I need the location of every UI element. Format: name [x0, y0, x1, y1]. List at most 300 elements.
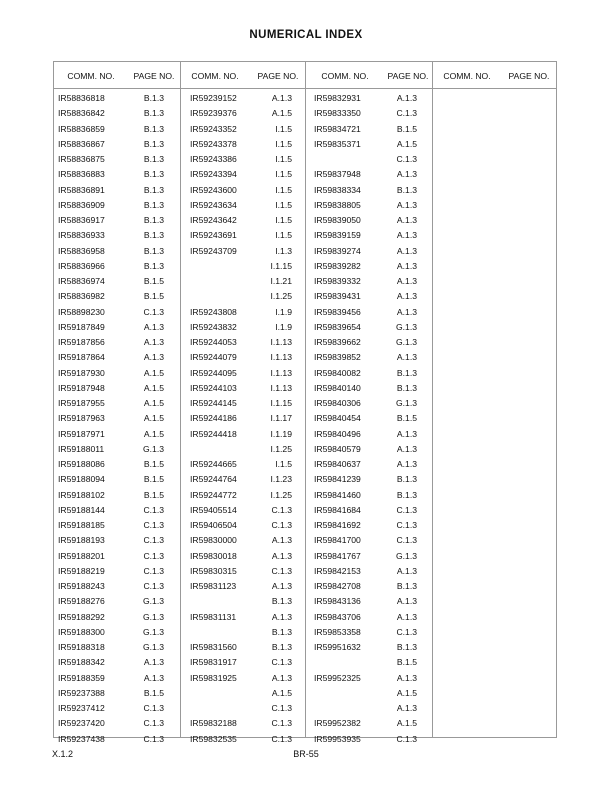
- index-row: [314, 533, 429, 548]
- comm-no: IR59244103: [190, 382, 237, 393]
- index-row: [190, 488, 302, 503]
- comm-no: IR59188011: [58, 443, 105, 454]
- index-row: [314, 106, 429, 121]
- index-row: [314, 549, 429, 564]
- index-row: [190, 594, 302, 609]
- page-no: C.1.3: [271, 520, 292, 530]
- comm-no: IR59237420: [58, 718, 105, 729]
- comm-no: IR59842153: [314, 565, 361, 576]
- index-row: [58, 274, 178, 289]
- index-row: [314, 488, 429, 503]
- comm-no: IR59188292: [58, 611, 105, 622]
- index-column-3: [314, 91, 429, 747]
- index-row: [190, 549, 302, 564]
- index-row: [314, 503, 429, 518]
- index-row: [58, 213, 178, 228]
- page-no: C.1.3: [271, 504, 292, 515]
- page-no: B.1.3: [143, 260, 164, 271]
- index-row: [190, 167, 302, 182]
- page-no: A.1.3: [396, 260, 417, 271]
- index-row: [190, 472, 302, 487]
- column-divider: [305, 61, 306, 738]
- page-no: B.1.3: [143, 215, 164, 225]
- comm-no: IR59840306: [314, 398, 361, 408]
- index-row: [314, 732, 429, 747]
- comm-no: IR58836933: [58, 230, 105, 241]
- comm-no: IR59188193: [58, 535, 105, 546]
- index-row: [190, 671, 302, 686]
- index-row: [314, 335, 429, 350]
- page-no: A.1.3: [396, 276, 417, 286]
- comm-no: IR58836974: [58, 276, 105, 286]
- index-row: [58, 671, 178, 686]
- page-no: A.1.5: [143, 382, 164, 393]
- index-row: [314, 213, 429, 228]
- header-page-no-4: PAGE NO.: [508, 71, 550, 81]
- index-row: [58, 122, 178, 137]
- page-no: C.1.3: [143, 718, 164, 729]
- index-row: [58, 518, 178, 533]
- page-no: C.1.3: [271, 718, 292, 729]
- index-row: [58, 381, 178, 396]
- index-row: [314, 228, 429, 243]
- index-row: [58, 137, 178, 152]
- comm-no: IR59187963: [58, 413, 105, 424]
- page-no: C.1.3: [143, 581, 164, 591]
- index-row: [314, 625, 429, 640]
- comm-no: IR59853358: [314, 626, 361, 637]
- page-no: A.1.5: [143, 428, 164, 439]
- page-no: I.1.5: [275, 154, 292, 164]
- page-no: I.1.15: [270, 398, 292, 408]
- comm-no: IR59244095: [190, 367, 237, 378]
- index-row: [190, 305, 302, 320]
- header-comm-no-2: COMM. NO.: [191, 71, 239, 81]
- comm-no: IR59843136: [314, 596, 361, 607]
- index-row: [58, 366, 178, 381]
- index-row: [190, 259, 302, 274]
- index-row: [314, 244, 429, 259]
- comm-no: IR59244186: [190, 413, 237, 424]
- page-no: C.1.3: [143, 535, 164, 546]
- comm-no: IR59840579: [314, 443, 361, 454]
- header-comm-no-1: COMM. NO.: [67, 71, 115, 81]
- page-no: I.1.5: [275, 199, 292, 210]
- page-no: I.1.19: [270, 428, 292, 439]
- comm-no: IR59187948: [58, 382, 105, 393]
- comm-no: IR59953935: [314, 733, 361, 744]
- index-row: [190, 106, 302, 121]
- comm-no: IR59244053: [190, 337, 237, 347]
- page-no: A.1.3: [396, 703, 417, 713]
- index-row: [58, 655, 178, 670]
- page-no: A.1.3: [143, 672, 164, 683]
- page-no: I.1.13: [270, 352, 292, 363]
- comm-no: IR58836966: [58, 260, 105, 271]
- index-row: [314, 671, 429, 686]
- index-row: [58, 549, 178, 564]
- comm-no: IR59841460: [314, 489, 361, 500]
- index-row: [314, 320, 429, 335]
- comm-no: IR59237412: [58, 703, 105, 713]
- index-row: [190, 411, 302, 426]
- index-row: [190, 610, 302, 625]
- page-no: B.1.5: [143, 291, 164, 302]
- page-no: B.1.5: [396, 413, 417, 424]
- index-row: [58, 152, 178, 167]
- index-row: [314, 518, 429, 533]
- comm-no: IR58836958: [58, 245, 105, 256]
- index-row: [190, 564, 302, 579]
- page-no: A.1.5: [396, 687, 417, 698]
- index-row: [58, 457, 178, 472]
- page-no: I.1.15: [270, 260, 292, 271]
- index-row: [58, 305, 178, 320]
- index-row: [58, 625, 178, 640]
- index-row: [190, 198, 302, 213]
- page-no: A.1.3: [396, 459, 417, 469]
- index-row: [190, 183, 302, 198]
- index-row: [190, 701, 302, 716]
- index-row: [190, 366, 302, 381]
- index-row: [190, 625, 302, 640]
- header-comm-no-4: COMM. NO.: [443, 71, 491, 81]
- index-row: [190, 320, 302, 335]
- index-row: [314, 91, 429, 106]
- page-no: B.1.3: [396, 367, 417, 378]
- comm-no: IR59237438: [58, 733, 105, 744]
- comm-no: IR59243642: [190, 215, 237, 225]
- comm-no: IR59832535: [190, 733, 237, 744]
- page-no: B.1.3: [143, 138, 164, 149]
- comm-no: IR58836883: [58, 169, 105, 180]
- page-no: I.1.13: [270, 382, 292, 393]
- page-no: A.1.5: [396, 138, 417, 149]
- index-row: [314, 716, 429, 731]
- comm-no: IR59244079: [190, 352, 237, 363]
- page-no: A.1.3: [143, 321, 164, 332]
- index-row: [190, 396, 302, 411]
- comm-no: IR58836867: [58, 138, 105, 149]
- page-no: I.1.5: [275, 184, 292, 195]
- comm-no: IR59188086: [58, 459, 105, 469]
- index-row: [314, 259, 429, 274]
- comm-no: IR59187849: [58, 321, 105, 332]
- page-no: B.1.3: [143, 108, 164, 119]
- comm-no: IR59842708: [314, 581, 361, 591]
- page-no: G.1.3: [395, 398, 417, 408]
- page-no: B.1.3: [143, 123, 164, 134]
- index-row: [190, 381, 302, 396]
- comm-no: IR59841767: [314, 550, 361, 561]
- comm-no: IR59839274: [314, 245, 361, 256]
- page-no: C.1.3: [396, 504, 417, 515]
- index-row: [314, 427, 429, 442]
- comm-no: IR59244145: [190, 398, 237, 408]
- index-row: [314, 396, 429, 411]
- index-column-2: [190, 91, 302, 747]
- page-no: B.1.3: [143, 154, 164, 164]
- page-no: B.1.3: [143, 199, 164, 210]
- page-no: C.1.3: [396, 520, 417, 530]
- page-no: B.1.3: [396, 489, 417, 500]
- comm-no: IR59840082: [314, 367, 361, 378]
- page-no: I.1.9: [275, 321, 292, 332]
- comm-no: IR59188185: [58, 520, 105, 530]
- index-row: [58, 198, 178, 213]
- index-row: [190, 732, 302, 747]
- comm-no: IR58836982: [58, 291, 105, 302]
- page-no: B.1.3: [271, 642, 292, 652]
- comm-no: IR59837948: [314, 169, 361, 180]
- index-row: [314, 274, 429, 289]
- comm-no: IR59187864: [58, 352, 105, 363]
- page-no: B.1.5: [396, 657, 417, 668]
- comm-no: IR59243386: [190, 154, 237, 164]
- index-row: [314, 640, 429, 655]
- index-row: [314, 442, 429, 457]
- comm-no: IR59834721: [314, 123, 361, 134]
- comm-no: IR59188144: [58, 504, 105, 515]
- comm-no: IR59841239: [314, 474, 361, 485]
- comm-no: IR59833350: [314, 108, 361, 119]
- page-no: A.1.3: [396, 306, 417, 317]
- comm-no: IR59831131: [190, 611, 237, 622]
- page-no: I.1.5: [275, 215, 292, 225]
- page-no: B.1.5: [143, 489, 164, 500]
- comm-no: IR59405514: [190, 504, 237, 515]
- comm-no: IR59188201: [58, 550, 105, 561]
- index-row: [58, 472, 178, 487]
- page-title: NUMERICAL INDEX: [249, 29, 363, 41]
- page-no: G.1.3: [142, 626, 164, 637]
- page-no: I.1.5: [275, 459, 292, 469]
- page-no: A.1.5: [396, 718, 417, 729]
- comm-no: IR59952325: [314, 672, 361, 683]
- page-no: A.1.5: [143, 398, 164, 408]
- page-no: A.1.3: [396, 611, 417, 622]
- page-no: I.1.23: [270, 474, 292, 485]
- page-no: B.1.5: [143, 276, 164, 286]
- index-row: [314, 350, 429, 365]
- index-row: [58, 396, 178, 411]
- index-row: [190, 686, 302, 701]
- page-no: B.1.5: [143, 459, 164, 469]
- index-row: [58, 716, 178, 731]
- index-row: [190, 579, 302, 594]
- index-row: [190, 244, 302, 259]
- comm-no: IR58836909: [58, 199, 105, 210]
- comm-no: IR59841692: [314, 520, 361, 530]
- comm-no: IR59188300: [58, 626, 105, 637]
- index-row: [190, 91, 302, 106]
- page-no: A.1.3: [271, 611, 292, 622]
- page-no: I.1.13: [270, 337, 292, 347]
- page-no: C.1.3: [143, 306, 164, 317]
- header-page-no-2: PAGE NO.: [257, 71, 299, 81]
- footer-page-number: BR-55: [293, 749, 319, 759]
- comm-no: IR59840637: [314, 459, 361, 469]
- page-no: C.1.3: [143, 733, 164, 744]
- index-row: [190, 350, 302, 365]
- comm-no: IR59406504: [190, 520, 237, 530]
- index-row: [58, 686, 178, 701]
- comm-no: IR59243634: [190, 199, 237, 210]
- page-no: I.1.25: [270, 489, 292, 500]
- page-no: A.1.5: [271, 687, 292, 698]
- page-no: B.1.3: [143, 230, 164, 241]
- index-row: [58, 289, 178, 304]
- page-no: I.1.5: [275, 230, 292, 241]
- comm-no: IR59188094: [58, 474, 105, 485]
- page-no: C.1.3: [271, 703, 292, 713]
- page-no: C.1.3: [396, 733, 417, 744]
- comm-no: IR59188219: [58, 565, 105, 576]
- index-row: [190, 274, 302, 289]
- page-no: C.1.3: [271, 565, 292, 576]
- comm-no: IR58836891: [58, 184, 105, 195]
- index-row: [314, 289, 429, 304]
- comm-no: IR59952382: [314, 718, 361, 729]
- page-no: A.1.3: [396, 428, 417, 439]
- index-row: [314, 122, 429, 137]
- page-no: I.1.3: [275, 245, 292, 256]
- page-no: B.1.3: [396, 474, 417, 485]
- comm-no: IR59237388: [58, 687, 105, 698]
- index-row: [190, 640, 302, 655]
- index-row: [190, 228, 302, 243]
- comm-no: IR59841684: [314, 504, 361, 515]
- page-no: G.1.3: [142, 611, 164, 622]
- page-no: C.1.3: [271, 657, 292, 668]
- index-row: [58, 442, 178, 457]
- comm-no: IR58836875: [58, 154, 105, 164]
- comm-no: IR59839431: [314, 291, 361, 302]
- page-no: A.1.3: [396, 169, 417, 180]
- page-no: B.1.3: [143, 245, 164, 256]
- page-no: I.1.9: [275, 306, 292, 317]
- comm-no: IR59243691: [190, 230, 237, 241]
- page-no: C.1.3: [143, 703, 164, 713]
- index-row: [190, 533, 302, 548]
- comm-no: IR59188102: [58, 489, 105, 500]
- page-no: A.1.3: [396, 672, 417, 683]
- page-no: B.1.3: [396, 581, 417, 591]
- index-row: [58, 701, 178, 716]
- comm-no: IR59187930: [58, 367, 105, 378]
- page-no: C.1.3: [396, 154, 417, 164]
- comm-no: IR59839050: [314, 215, 361, 225]
- comm-no: IR59243832: [190, 321, 237, 332]
- index-row: [190, 137, 302, 152]
- page-no: A.1.3: [271, 93, 292, 103]
- index-row: [58, 350, 178, 365]
- page-no: G.1.3: [395, 321, 417, 332]
- comm-no: IR59244665: [190, 459, 237, 469]
- page-no: B.1.3: [143, 169, 164, 180]
- index-row: [190, 503, 302, 518]
- index-row: [58, 411, 178, 426]
- comm-no: IR59188318: [58, 642, 105, 652]
- comm-no: IR59840454: [314, 413, 361, 424]
- index-row: [190, 442, 302, 457]
- index-row: [58, 335, 178, 350]
- index-row: [58, 503, 178, 518]
- comm-no: IR59830315: [190, 565, 237, 576]
- page-no: B.1.5: [396, 123, 417, 134]
- page-no: A.1.3: [396, 352, 417, 363]
- page-no: B.1.3: [396, 382, 417, 393]
- comm-no: IR59243709: [190, 245, 237, 256]
- comm-no: IR59188359: [58, 672, 105, 683]
- page-no: C.1.3: [396, 108, 417, 119]
- column-divider: [432, 61, 433, 738]
- page-no: A.1.3: [271, 550, 292, 561]
- page-no: C.1.3: [143, 565, 164, 576]
- index-row: [314, 198, 429, 213]
- comm-no: IR59244418: [190, 428, 237, 439]
- comm-no: IR59843706: [314, 611, 361, 622]
- page-no: A.1.3: [396, 596, 417, 607]
- page-no: B.1.3: [396, 642, 417, 652]
- column-divider: [180, 61, 181, 738]
- page-no: A.1.3: [143, 657, 164, 668]
- page-no: I.1.25: [270, 443, 292, 454]
- comm-no: IR59832931: [314, 93, 361, 103]
- comm-no: IR59831560: [190, 642, 237, 652]
- index-row: [314, 579, 429, 594]
- header-page-no-1: PAGE NO.: [133, 71, 175, 81]
- comm-no: IR59188342: [58, 657, 105, 668]
- page-no: C.1.3: [143, 520, 164, 530]
- index-row: [314, 152, 429, 167]
- comm-no: IR59830018: [190, 550, 237, 561]
- comm-no: IR59839654: [314, 321, 361, 332]
- page-no: A.1.3: [396, 565, 417, 576]
- index-row: [58, 488, 178, 503]
- page-no: A.1.3: [143, 352, 164, 363]
- page-no: A.1.3: [271, 672, 292, 683]
- page-no: G.1.3: [142, 443, 164, 454]
- index-row: [190, 518, 302, 533]
- index-row: [314, 564, 429, 579]
- index-row: [314, 381, 429, 396]
- index-row: [190, 289, 302, 304]
- index-row: [314, 655, 429, 670]
- comm-no: IR59839282: [314, 260, 361, 271]
- page-no: C.1.3: [143, 504, 164, 515]
- index-row: [314, 610, 429, 625]
- comm-no: IR59188276: [58, 596, 105, 607]
- page-no: A.1.5: [271, 108, 292, 119]
- index-row: [314, 457, 429, 472]
- page-no: I.1.5: [275, 123, 292, 134]
- comm-no: IR59831917: [190, 657, 237, 668]
- comm-no: IR59243394: [190, 169, 237, 180]
- comm-no: IR59188243: [58, 581, 105, 591]
- comm-no: IR59839159: [314, 230, 361, 241]
- page-no: B.1.3: [271, 596, 292, 607]
- index-row: [58, 106, 178, 121]
- page-no: B.1.3: [143, 93, 164, 103]
- index-row: [58, 579, 178, 594]
- index-row: [58, 427, 178, 442]
- page-no: A.1.3: [143, 337, 164, 347]
- page-no: B.1.5: [143, 687, 164, 698]
- comm-no: IR59839852: [314, 352, 361, 363]
- index-row: [58, 732, 178, 747]
- comm-no: IR59187971: [58, 428, 105, 439]
